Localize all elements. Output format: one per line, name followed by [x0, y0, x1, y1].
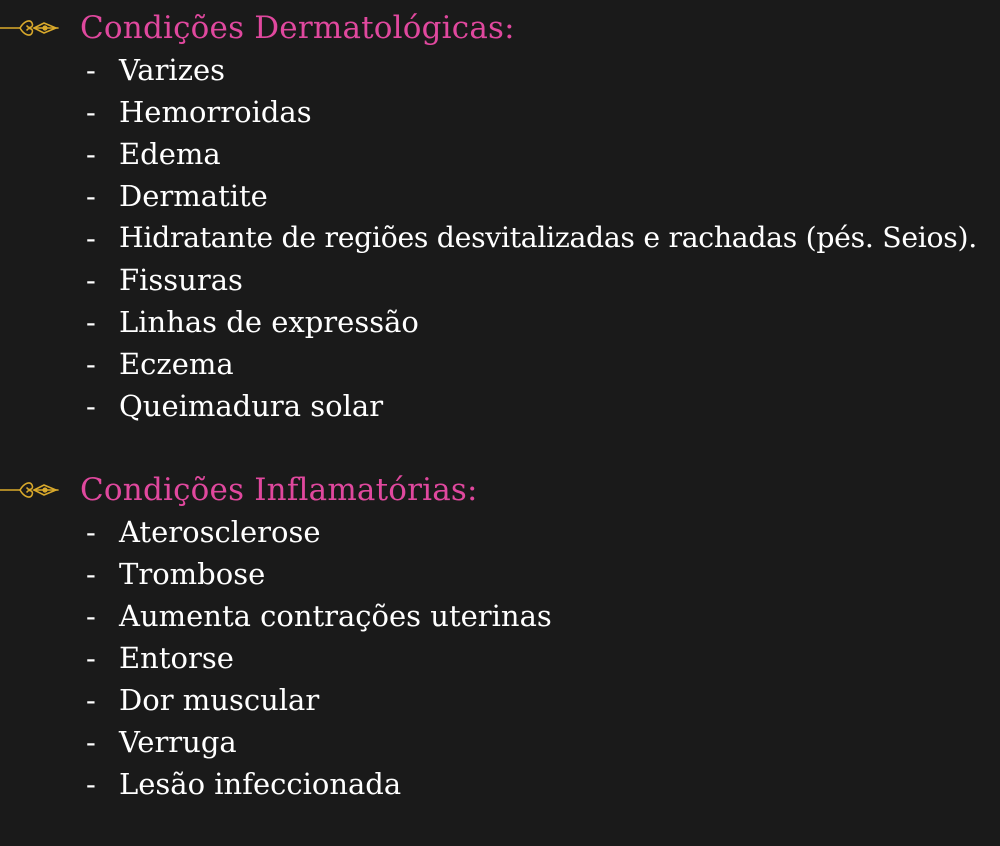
list-item	[0, 259, 1000, 301]
list-item-text: Hidratante de regiões desvitalizadas e rachadas (pés. Seios).	[119, 221, 977, 254]
list-item	[0, 679, 1000, 721]
list-item-text: Entorse	[119, 641, 234, 675]
section-dermatological	[0, 7, 1000, 427]
section-header	[0, 469, 1000, 511]
list-item	[0, 175, 1000, 217]
bullet-dash: -	[86, 347, 96, 381]
bullet-dash: -	[86, 515, 96, 549]
section-title: Condições Inflamatórias:	[80, 472, 478, 508]
list-item-text: Lesão infeccionada	[119, 767, 402, 801]
bullet-dash: -	[86, 767, 96, 801]
list-item	[0, 595, 1000, 637]
list-item-text: Aumenta contrações uterinas	[119, 599, 552, 633]
list-item-text: Varizes	[119, 53, 226, 87]
list-item-text: Dermatite	[119, 179, 268, 213]
list-item-text: Eczema	[119, 347, 234, 381]
section-title: Condições Dermatológicas:	[80, 10, 515, 46]
section-header	[0, 7, 1000, 49]
bullet-dash: -	[86, 641, 96, 675]
list-item	[0, 763, 1000, 805]
list-item-text: Linhas de expressão	[119, 305, 419, 339]
item-list	[0, 49, 1000, 427]
list-item	[0, 553, 1000, 595]
list-item	[0, 133, 1000, 175]
list-item	[0, 217, 1000, 259]
item-list	[0, 511, 1000, 805]
bullet-dash: -	[86, 221, 96, 255]
bullet-dash: -	[86, 557, 96, 591]
list-item-text: Edema	[119, 137, 221, 171]
list-item	[0, 511, 1000, 553]
bullet-dash: -	[86, 179, 96, 213]
section-inflammatory	[0, 469, 1000, 805]
bullet-dash: -	[86, 137, 96, 171]
list-item	[0, 385, 1000, 427]
bullet-dash: -	[86, 53, 96, 87]
list-item	[0, 301, 1000, 343]
list-item-text: Hemorroidas	[119, 95, 312, 129]
list-item-text: Fissuras	[119, 263, 243, 297]
list-item	[0, 49, 1000, 91]
list-item-text: Aterosclerose	[119, 515, 321, 549]
list-item	[0, 343, 1000, 385]
bullet-dash: -	[86, 263, 96, 297]
list-item	[0, 637, 1000, 679]
list-item	[0, 91, 1000, 133]
list-item-text: Verruga	[119, 725, 237, 759]
gold-flourish-icon	[0, 7, 62, 49]
gold-flourish-icon	[0, 469, 62, 511]
bullet-dash: -	[86, 389, 96, 423]
bullet-dash: -	[86, 683, 96, 717]
bullet-dash: -	[86, 95, 96, 129]
list-item-text: Dor muscular	[119, 683, 320, 717]
list-item-text: Queimadura solar	[119, 389, 384, 423]
bullet-dash: -	[86, 599, 96, 633]
list-item	[0, 721, 1000, 763]
list-item-text: Trombose	[119, 557, 266, 591]
bullet-dash: -	[86, 725, 96, 759]
bullet-dash: -	[86, 305, 96, 339]
